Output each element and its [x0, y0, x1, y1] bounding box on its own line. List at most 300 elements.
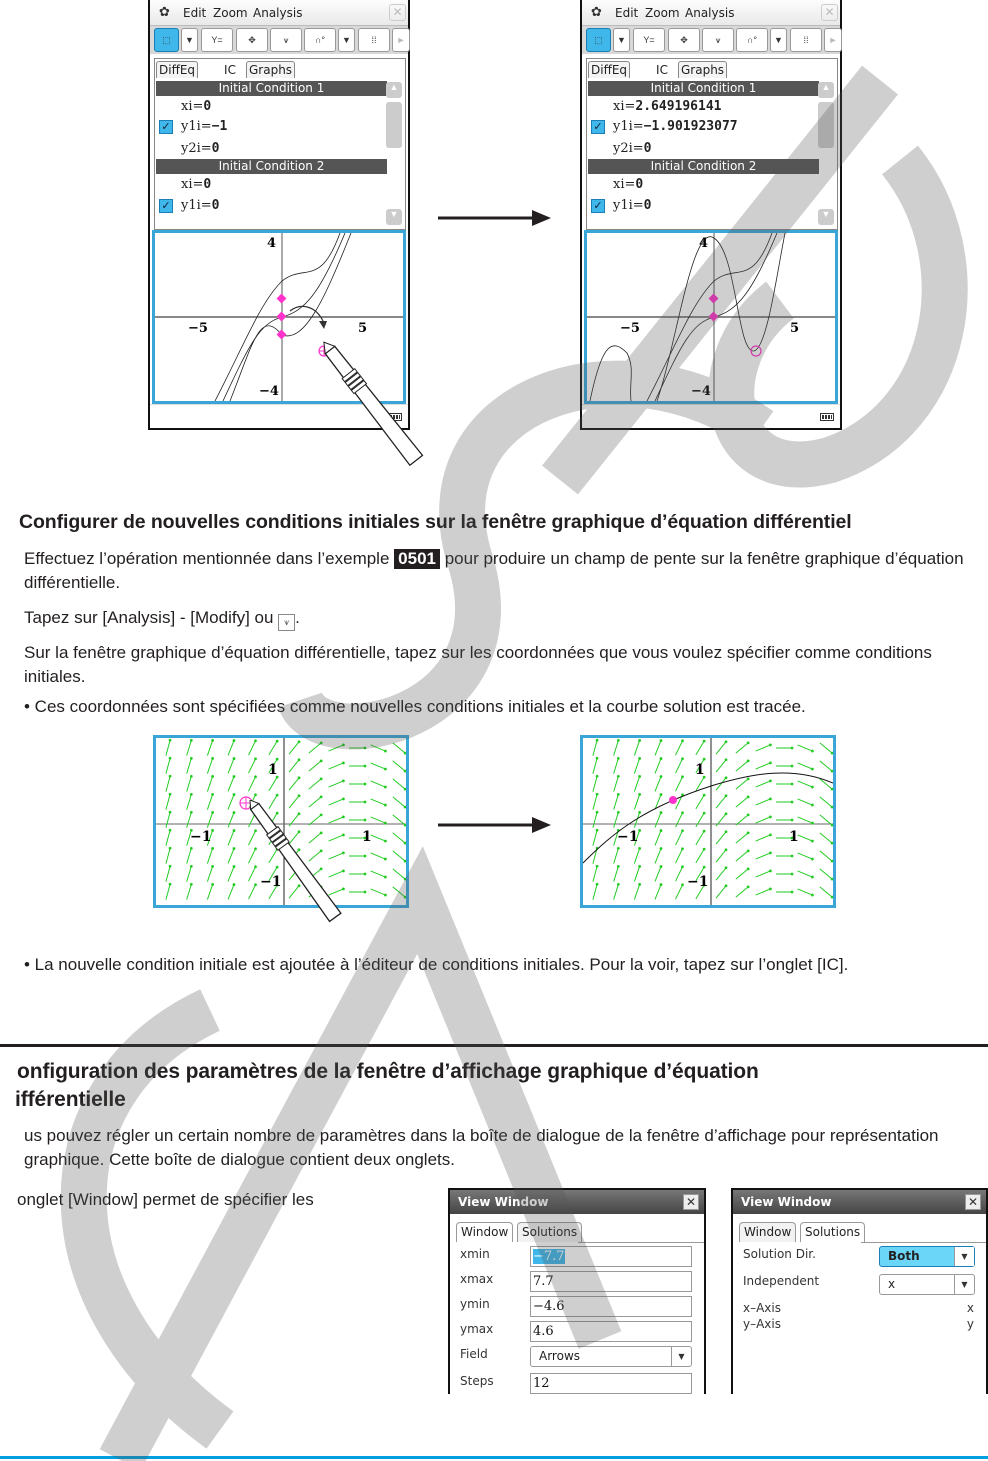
- ic-marker: [669, 796, 677, 804]
- independent-label: Independent: [743, 1274, 820, 1288]
- slope-arrow-head: [233, 775, 236, 778]
- solution-dir-label: Solution Dir.: [743, 1247, 816, 1261]
- xmin-field[interactable]: −7.7: [530, 1246, 692, 1267]
- slope-arrow: [716, 868, 726, 880]
- grid-icon[interactable]: ⁞⁞: [358, 28, 390, 52]
- slope-arrow-head: [681, 739, 684, 742]
- slope-arrow-head: [617, 865, 620, 868]
- modify-icon[interactable]: ⩛: [270, 28, 302, 52]
- close-icon[interactable]: ✕: [683, 1194, 699, 1210]
- slope-arrow-head: [811, 768, 814, 771]
- slope-arrow: [798, 745, 813, 751]
- slope-arrow: [371, 745, 386, 751]
- slope-arrow-head: [791, 747, 794, 750]
- slope-arrow-head: [791, 783, 794, 786]
- slope-arrow: [798, 871, 813, 877]
- slope-arrow-head: [747, 777, 750, 780]
- slope-arrow: [696, 831, 704, 845]
- slope-arrow-head: [769, 762, 772, 765]
- ic-editor: [586, 58, 838, 230]
- slope-arrow: [716, 796, 726, 808]
- slope-arrow-head: [254, 775, 257, 778]
- slope-arrow-head: [725, 776, 728, 779]
- slope-arrow-head: [769, 852, 772, 855]
- slope-arrow-head: [190, 739, 193, 742]
- slope-arrow: [187, 812, 192, 827]
- next-icon[interactable]: ►: [824, 28, 842, 52]
- xtick-right: 5: [358, 321, 368, 336]
- ic2-y1i[interactable]: y1i=0: [181, 198, 220, 213]
- tab-graphs[interactable]: Graphs: [246, 61, 295, 78]
- slope-arrow: [820, 887, 832, 897]
- ic2-xi[interactable]: xi=0: [181, 177, 212, 192]
- slope-arrow: [798, 853, 813, 859]
- field-select[interactable]: Arrows ▼: [530, 1346, 692, 1367]
- slope-arrow-head: [747, 813, 750, 816]
- slope-arrow-head: [617, 739, 620, 742]
- chevron-down-icon: ▼: [954, 1275, 974, 1294]
- menu-zoom[interactable]: Zoom: [645, 6, 680, 20]
- ytick-neg: −1: [260, 874, 282, 890]
- slope-arrow-head: [769, 816, 772, 819]
- slope-arrow-head: [769, 780, 772, 783]
- slope-arrow: [207, 794, 212, 809]
- slope-arrow-head: [211, 739, 214, 742]
- intro-paragraph: us pouvez régler un certain nombre de paramètres dans la boîte de dialogue de la fenêtre d’affichage pour représentation graphique. Cette boîte de dialogue contient deux onglets.: [24, 1126, 939, 1169]
- slope-arrow-head: [638, 865, 641, 868]
- ic2-checkbox[interactable]: ✓: [159, 199, 173, 213]
- ic1-checkbox[interactable]: ✓: [159, 120, 173, 134]
- slope-arrow-head: [320, 777, 323, 780]
- grid-icon[interactable]: ⁞⁞: [790, 28, 822, 52]
- step-2: Tapez sur [Analysis] - [Modify] ou ⩛ .: [24, 606, 964, 631]
- slope-arrow: [166, 866, 170, 881]
- slope-arrow: [634, 794, 639, 809]
- slope-arrow: [309, 743, 321, 753]
- slope-arrow: [593, 776, 597, 791]
- slope-arrow: [820, 761, 832, 771]
- slope-arrow-head: [190, 793, 193, 796]
- slope-arrow-head: [638, 739, 641, 742]
- y-editor-icon[interactable]: Y=: [201, 28, 233, 52]
- solution-dir-select[interactable]: Both ▼: [879, 1246, 975, 1267]
- ic1-y2i[interactable]: y2i=0: [181, 141, 220, 156]
- slope-arrow-head: [169, 739, 172, 742]
- slope-arrow-head: [638, 775, 641, 778]
- tab-diffeq[interactable]: DiffEq: [588, 61, 630, 78]
- slope-arrow-head: [769, 834, 772, 837]
- slope-arrow-head: [791, 891, 794, 894]
- zoom-box-icon[interactable]: ✥: [236, 28, 268, 52]
- ic1-y1i[interactable]: y1i=−1.901923077: [613, 119, 738, 134]
- slope-arrow-head: [660, 811, 663, 814]
- ytick-bottom: −4: [259, 384, 279, 399]
- slope-arrow-head: [725, 830, 728, 833]
- ymax-label: ymax: [460, 1322, 494, 1336]
- slope-arrow: [187, 794, 192, 809]
- scroll-down-icon[interactable]: ▼: [818, 209, 834, 225]
- slope-arrow-head: [638, 793, 641, 796]
- slope-arrow-head: [384, 894, 387, 897]
- slope-arrow: [393, 779, 405, 789]
- dropdown-icon[interactable]: ▼: [770, 28, 787, 52]
- slope-arrow-head: [596, 865, 599, 868]
- slope-arrow: [371, 781, 386, 787]
- stylus-icon: [310, 340, 440, 480]
- slope-arrow: [634, 758, 639, 773]
- slope-arrow: [166, 740, 170, 755]
- slope-arrow: [736, 797, 748, 807]
- tab-graphs[interactable]: Graphs: [678, 61, 727, 78]
- menu-analysis[interactable]: Analysis: [685, 6, 735, 20]
- slope-arrow: [798, 763, 813, 769]
- calculator-screen-after: [580, 0, 842, 430]
- slope-arrow-head: [725, 884, 728, 887]
- slope-arrow: [716, 760, 726, 772]
- ymin-label: ymin: [460, 1297, 490, 1311]
- chevron-down-icon: ▼: [954, 1247, 974, 1266]
- slope-arrow: [655, 867, 661, 882]
- slope-arrow: [371, 853, 386, 859]
- slope-arrow: [614, 812, 619, 827]
- slope-arrow-head: [747, 759, 750, 762]
- menu-edit[interactable]: Edit: [615, 6, 639, 20]
- sketch-icon[interactable]: ∩°: [304, 28, 336, 52]
- gear-icon[interactable]: ✿: [591, 5, 602, 20]
- slope-arrow: [207, 884, 212, 899]
- dropdown-icon[interactable]: ▼: [338, 28, 355, 52]
- slope-arrow: [736, 851, 748, 861]
- slope-arrow-head: [254, 793, 257, 796]
- slope-arrow: [655, 759, 661, 774]
- slope-arrow: [716, 742, 726, 754]
- zoom-box-icon[interactable]: ✥: [668, 28, 700, 52]
- slope-arrow-head: [703, 866, 706, 869]
- slope-arrow-head: [660, 793, 663, 796]
- slope-arrow: [228, 795, 234, 810]
- x-axis-row: x–Axis x: [743, 1301, 974, 1315]
- slope-arrow-head: [747, 741, 750, 744]
- slope-arrow: [228, 885, 234, 900]
- slope-arrow-head: [660, 883, 663, 886]
- slope-arrow-head: [791, 765, 794, 768]
- menu-zoom[interactable]: Zoom: [213, 6, 248, 20]
- ic1-xi[interactable]: xi=0: [181, 99, 212, 114]
- tab-divider: [578, 1242, 704, 1243]
- dropdown-icon[interactable]: ▼: [613, 28, 630, 52]
- tab-window[interactable]: Window: [739, 1222, 796, 1242]
- slope-arrow-head: [681, 829, 684, 832]
- chevron-down-icon: ▼: [671, 1347, 691, 1366]
- slope-arrow: [166, 830, 170, 845]
- footer-rule: [0, 1456, 988, 1459]
- slope-arrow: [228, 849, 234, 864]
- ic1-checkbox[interactable]: ✓: [591, 120, 605, 134]
- slope-arrow-head: [364, 747, 367, 750]
- tab-window[interactable]: Window: [456, 1222, 513, 1242]
- y-editor-icon[interactable]: Y=: [633, 28, 665, 52]
- toolbar: [582, 26, 840, 54]
- slope-arrow-head: [169, 775, 172, 778]
- tab-diffeq[interactable]: DiffEq: [156, 61, 198, 78]
- menu-edit[interactable]: Edit: [183, 6, 207, 20]
- slope-arrow: [187, 758, 192, 773]
- slope-arrow-head: [233, 829, 236, 832]
- slope-arrow: [329, 763, 344, 769]
- slope-arrow: [207, 866, 212, 881]
- window-tab-paragraph: onglet [Window] permet de spécifier les: [17, 1190, 314, 1209]
- next-icon[interactable]: ►: [392, 28, 410, 52]
- slope-arrow-head: [342, 780, 345, 783]
- slope-arrow: [228, 831, 234, 846]
- close-icon[interactable]: ✕: [389, 4, 406, 21]
- slope-arrow: [166, 776, 170, 791]
- select-icon[interactable]: ⬚: [154, 28, 179, 52]
- slope-arrow: [166, 812, 170, 827]
- slope-arrow: [593, 830, 597, 845]
- scrollbar-thumb[interactable]: [818, 102, 834, 148]
- xtick-pos: 1: [789, 829, 799, 845]
- arrow-right-icon: [438, 815, 553, 835]
- xmax-label: xmax: [460, 1272, 494, 1286]
- slope-arrow-head: [233, 739, 236, 742]
- slope-arrow-head: [681, 847, 684, 850]
- ymax-field[interactable]: 4.6: [530, 1321, 692, 1342]
- slope-arrow: [756, 889, 771, 895]
- xtick-neg: −1: [617, 829, 639, 845]
- slope-arrow-head: [169, 811, 172, 814]
- ymin-field[interactable]: −4.6: [530, 1296, 692, 1317]
- slope-field-after[interactable]: [580, 735, 836, 908]
- slope-arrow: [371, 835, 386, 841]
- slope-arrow: [371, 817, 386, 823]
- slope-arrow-head: [638, 883, 641, 886]
- slope-arrow: [207, 776, 212, 791]
- xmax-field[interactable]: 7.7: [530, 1271, 692, 1292]
- slope-arrow-head: [791, 873, 794, 876]
- slope-arrow-head: [211, 775, 214, 778]
- example-badge[interactable]: 0501: [394, 549, 440, 569]
- menu-analysis[interactable]: Analysis: [253, 6, 303, 20]
- slope-arrow-head: [211, 883, 214, 886]
- slope-arrow-head: [681, 865, 684, 868]
- slope-arrow-head: [596, 829, 599, 832]
- slope-arrow: [614, 794, 619, 809]
- slope-arrow-head: [725, 812, 728, 815]
- slope-arrow-head: [233, 757, 236, 760]
- xtick-right: 5: [790, 321, 800, 336]
- ic2-xi[interactable]: xi=0: [613, 177, 644, 192]
- tab-ic[interactable]: IC: [212, 61, 248, 78]
- modify-icon[interactable]: ⩛: [702, 28, 734, 52]
- dialog-title: View Window: [733, 1190, 986, 1214]
- scroll-up-icon[interactable]: ▲: [386, 82, 402, 98]
- slope-arrow-head: [725, 848, 728, 851]
- slope-arrow-head: [638, 847, 641, 850]
- slope-arrow: [676, 885, 683, 899]
- slope-arrow: [676, 777, 683, 791]
- slope-arrow: [269, 777, 277, 791]
- slope-arrow-head: [660, 739, 663, 742]
- slope-arrow: [798, 835, 813, 841]
- slope-arrow-head: [703, 830, 706, 833]
- slope-arrow-head: [596, 793, 599, 796]
- ic-marker: [277, 312, 287, 322]
- section-heading: Configurer de nouvelles conditions initiales sur la fenêtre graphique d’équation différentiel: [19, 511, 852, 533]
- slope-arrow-head: [276, 758, 279, 761]
- slope-arrow: [736, 761, 748, 771]
- slope-arrow-head: [364, 783, 367, 786]
- slope-arrow-head: [703, 794, 706, 797]
- slope-arrow: [736, 887, 748, 897]
- slope-arrow-head: [190, 811, 193, 814]
- menu-bar: [582, 0, 840, 26]
- slope-arrow-head: [211, 865, 214, 868]
- slope-arrow-head: [811, 894, 814, 897]
- slope-arrow-head: [233, 883, 236, 886]
- solution-curve: [583, 773, 833, 863]
- ic1-xi[interactable]: xi=2.649196141: [613, 99, 722, 114]
- slope-arrow-head: [703, 740, 706, 743]
- slope-arrow-head: [254, 739, 257, 742]
- slope-arrow-head: [384, 768, 387, 771]
- slope-arrow: [393, 851, 405, 861]
- ic-marker: [709, 294, 719, 304]
- slope-arrow-head: [617, 883, 620, 886]
- slope-arrow-head: [596, 757, 599, 760]
- section-divider: [0, 1044, 988, 1047]
- slope-arrow: [166, 794, 170, 809]
- slope-arrow-head: [617, 775, 620, 778]
- slope-arrow: [289, 760, 299, 772]
- tab-solutions[interactable]: Solutions: [517, 1222, 582, 1242]
- slope-arrow-head: [725, 758, 728, 761]
- scroll-down-icon[interactable]: ▼: [386, 209, 402, 225]
- tab-solutions[interactable]: Solutions: [800, 1222, 865, 1242]
- tab-divider: [861, 1242, 986, 1243]
- slope-arrow-head: [298, 740, 301, 743]
- sketch-icon[interactable]: ∩°: [736, 28, 768, 52]
- slope-arrow: [187, 776, 192, 791]
- slope-arrow: [614, 848, 619, 863]
- ic2-header: Initial Condition 2: [156, 159, 387, 174]
- slope-arrow-head: [811, 822, 814, 825]
- independent-select[interactable]: x ▼: [879, 1274, 975, 1295]
- slope-arrow-head: [638, 829, 641, 832]
- ic2-checkbox[interactable]: ✓: [591, 199, 605, 213]
- view-window-dialog-solutions: [731, 1188, 988, 1394]
- slope-arrow: [756, 763, 771, 769]
- ic1-header: Initial Condition 1: [156, 81, 387, 96]
- slope-arrow: [676, 759, 683, 773]
- slope-arrow-head: [276, 740, 279, 743]
- slope-arrow: [593, 884, 597, 899]
- slope-arrow: [593, 794, 597, 809]
- slope-arrow-head: [747, 867, 750, 870]
- slope-arrow-head: [211, 847, 214, 850]
- close-icon[interactable]: ✕: [965, 1194, 981, 1210]
- ic1-y2i[interactable]: y2i=0: [613, 141, 652, 156]
- slope-arrow: [207, 758, 212, 773]
- arrow-right-icon: [438, 208, 553, 228]
- slope-arrow: [696, 813, 704, 827]
- slope-arrow: [393, 887, 405, 897]
- slope-arrow-head: [342, 744, 345, 747]
- slope-arrow: [393, 761, 405, 771]
- slope-arrow: [329, 781, 344, 787]
- ic1-y1i[interactable]: y1i=−1: [181, 119, 228, 134]
- slope-arrow-head: [660, 757, 663, 760]
- slope-arrow-head: [660, 865, 663, 868]
- slope-arrow-head: [681, 811, 684, 814]
- view-window-dialog: [448, 1188, 706, 1394]
- slope-arrow: [614, 740, 619, 755]
- slope-arrow: [676, 831, 683, 845]
- slope-arrow-head: [254, 757, 257, 760]
- ic2-y1i[interactable]: y1i=0: [613, 198, 652, 213]
- slope-arrow: [593, 740, 597, 755]
- slope-arrow: [676, 849, 683, 863]
- slope-arrow-head: [211, 811, 214, 814]
- slope-arrow-head: [211, 757, 214, 760]
- slope-arrow: [798, 799, 813, 805]
- slope-arrow-head: [725, 794, 728, 797]
- slope-arrow-head: [233, 847, 236, 850]
- slope-arrow: [614, 866, 619, 881]
- dropdown-icon[interactable]: ▼: [181, 28, 198, 52]
- steps-field[interactable]: 12: [530, 1373, 692, 1394]
- slope-arrow-head: [320, 741, 323, 744]
- slope-arrow: [634, 776, 639, 791]
- scroll-up-icon[interactable]: ▲: [818, 82, 834, 98]
- slope-arrow: [820, 833, 832, 843]
- graph-window[interactable]: [584, 230, 838, 404]
- slope-arrow: [820, 869, 832, 879]
- slope-arrow-head: [681, 757, 684, 760]
- select-icon[interactable]: ⬚: [586, 28, 611, 52]
- slope-arrow: [756, 817, 771, 823]
- slope-arrow: [676, 813, 683, 827]
- slope-arrow: [655, 849, 661, 864]
- xtick-neg: −1: [190, 829, 212, 845]
- slope-arrow-head: [791, 855, 794, 858]
- scrollbar-thumb[interactable]: [386, 102, 402, 148]
- slope-arrow: [634, 848, 639, 863]
- slope-arrow: [736, 743, 748, 753]
- ic2-header: Initial Condition 2: [588, 159, 819, 174]
- slope-arrow: [820, 851, 832, 861]
- slope-arrow-head: [769, 870, 772, 873]
- slope-arrow: [676, 741, 683, 755]
- slope-arrow: [696, 741, 704, 755]
- xtick-left: −5: [620, 321, 640, 336]
- close-icon[interactable]: ✕: [821, 4, 838, 21]
- slope-arrow-head: [384, 876, 387, 879]
- slope-arrow: [207, 812, 212, 827]
- slope-arrow: [696, 849, 704, 863]
- ic-editor: [154, 58, 406, 230]
- slope-arrow-head: [791, 819, 794, 822]
- slope-arrow-head: [276, 794, 279, 797]
- gear-icon[interactable]: ✿: [159, 5, 170, 20]
- toolbar: [150, 26, 408, 54]
- slope-arrow: [798, 781, 813, 787]
- tab-ic[interactable]: IC: [644, 61, 680, 78]
- slope-arrow-head: [811, 786, 814, 789]
- slope-arrow-head: [190, 865, 193, 868]
- slope-arrow: [309, 761, 321, 771]
- step-1: Effectuez l’opération mentionnée dans l’exemple 0501 pour produire un champ de pente sur la fenêtre graphique d’équation différentielle.: [24, 549, 964, 592]
